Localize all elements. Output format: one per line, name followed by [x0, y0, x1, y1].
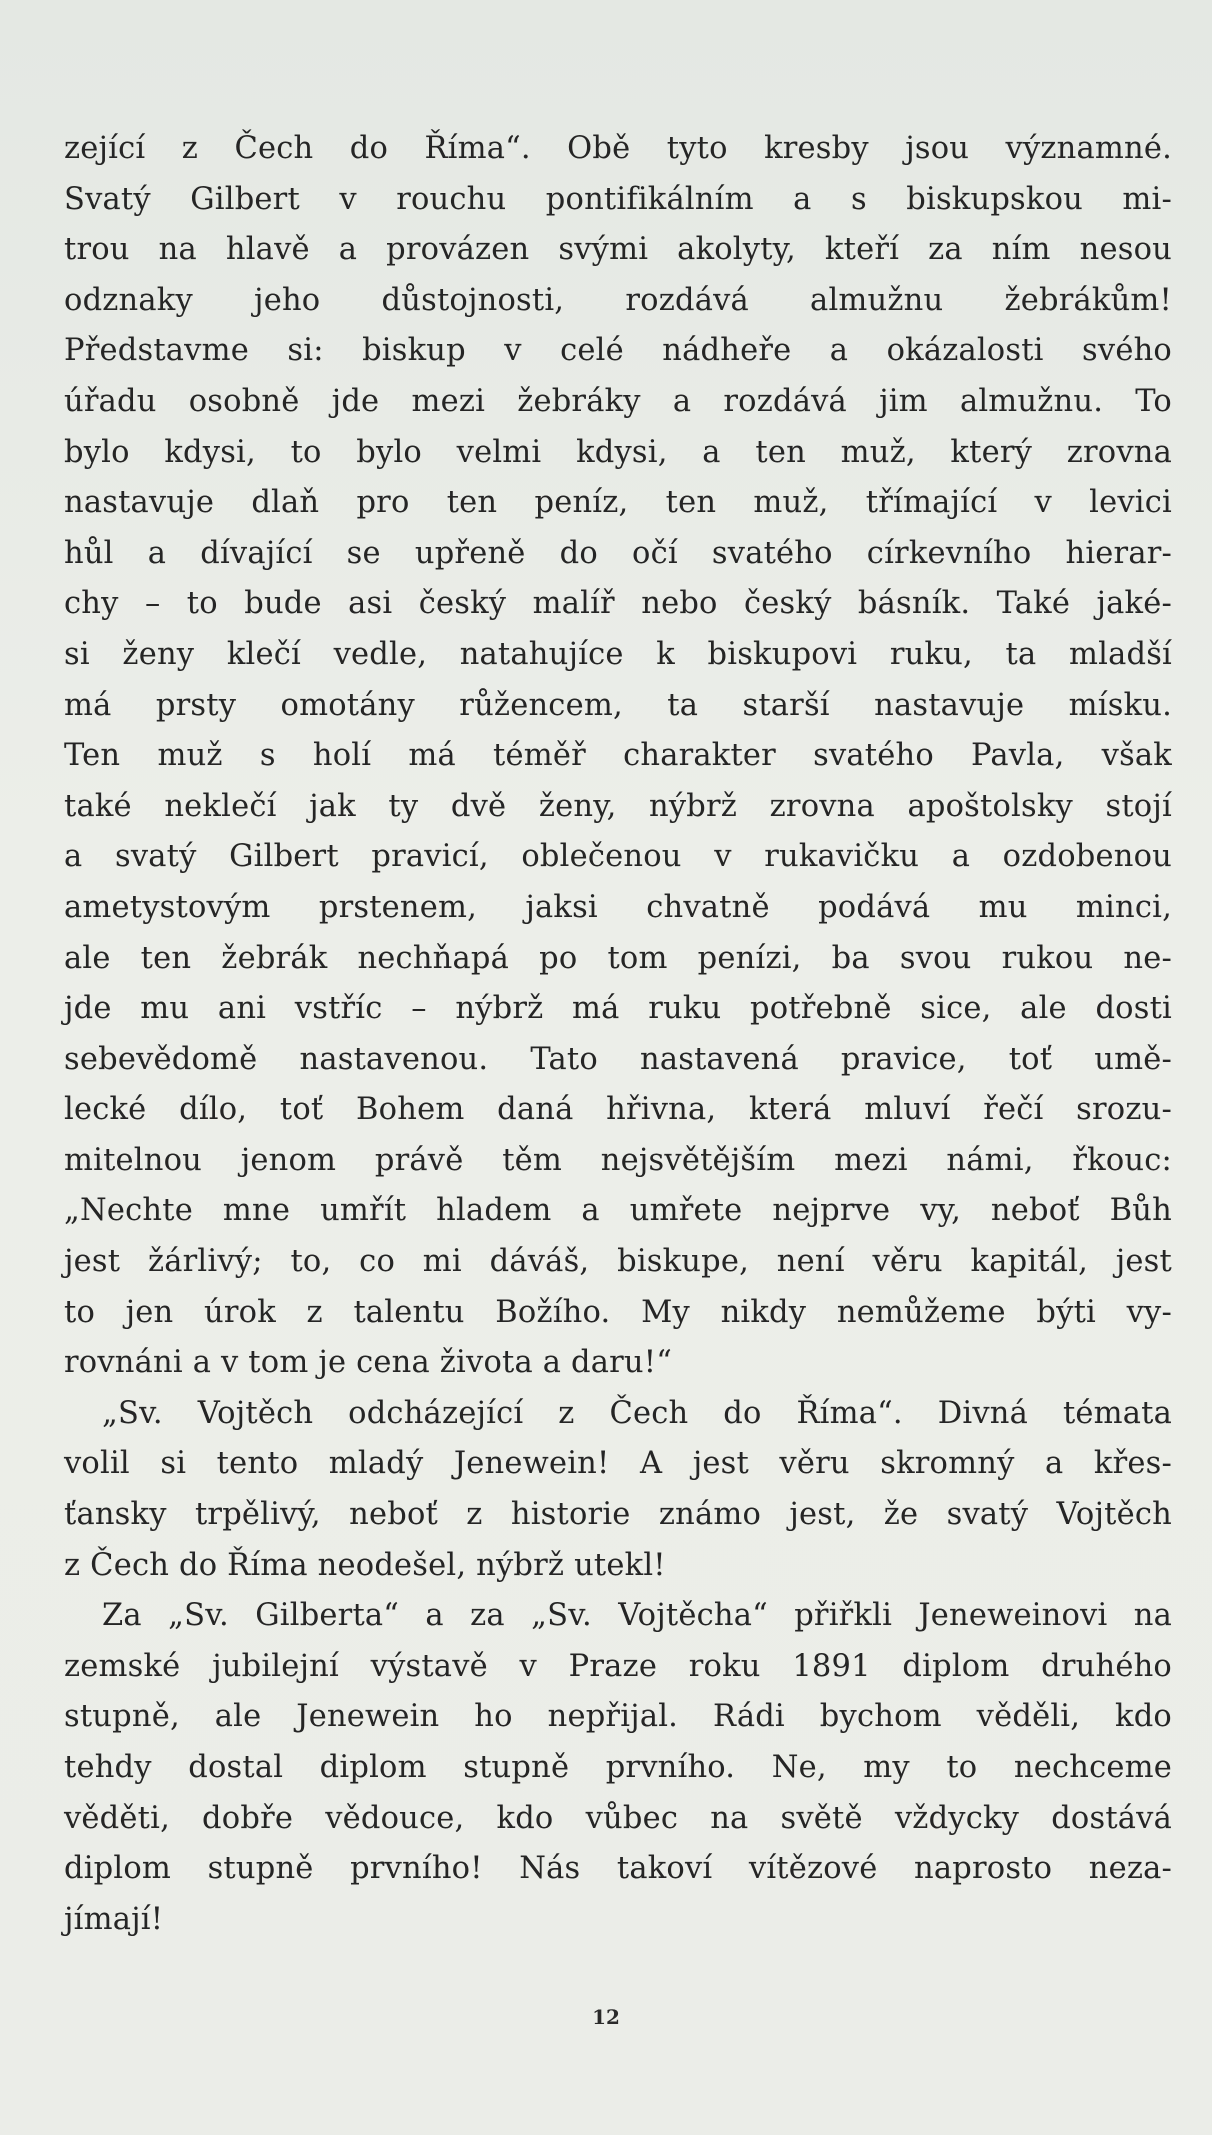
text-line: Představme si: biskup v celé nádheře a okázalosti svého — [64, 333, 1172, 369]
text-line: stupně, ale Jenewein ho nepřijal. Rádi bychom věděli, kdo — [64, 1699, 1172, 1735]
text-line: chy – to bude asi český malíř nebo český básník. Také jaké- — [64, 586, 1172, 622]
text-line: hůl a dívající se upřeně do očí svatého církevního hierar- — [64, 535, 1172, 571]
text-line: rovnáni a v tom je cena života a daru!“ — [64, 1345, 673, 1381]
text-line: má prsty omotány růžencem, ta starší nastavuje mísku. — [64, 687, 1172, 723]
body-text — [64, 124, 1172, 1945]
text-line: nastavuje dlaň pro ten peníz, ten muž, třímající v levici — [64, 485, 1172, 521]
text-line: zemské jubilejní výstavě v Praze roku 1891 diplom druhého — [64, 1648, 1172, 1684]
text-line: mitelnou jenom právě těm nejsvětějším mezi námi, řkouc: — [64, 1142, 1172, 1178]
text-line: jest žárlivý; to, co mi dáváš, biskupe, není věru kapitál, jest — [64, 1244, 1172, 1280]
text-line: „Nechte mne umřít hladem a umřete nejprve vy, neboť Bůh — [64, 1193, 1172, 1229]
text-line: věděti, dobře vědouce, kdo vůbec na světě vždycky dostává — [64, 1800, 1172, 1836]
text-line: zející z Čech do Říma“. Obě tyto kresby jsou významné. — [64, 131, 1172, 166]
text-line: úřadu osobně jde mezi žebráky a rozdává jim almužnu. To — [64, 383, 1172, 419]
text-line: tehdy dostal diplom stupně prvního. Ne, my to nechceme — [64, 1750, 1172, 1785]
text-line: „Sv. Vojtěch odcházející z Čech do Říma“. Divná témata — [102, 1395, 1172, 1431]
text-line: také neklečí jak ty dvě ženy, nýbrž zrovna apoštolsky stojí — [64, 788, 1172, 824]
text-line: z Čech do Říma neodešel, nýbrž utekl! — [64, 1547, 666, 1583]
text-line: ale ten žebrák nechňapá po tom penízi, ba svou rukou ne- — [64, 940, 1172, 976]
text-line: ametystovým prstenem, jaksi chvatně podává mu minci, — [64, 889, 1172, 925]
text-line: volil si tento mladý Jenewein! A jest věru skromný a křes- — [64, 1446, 1172, 1482]
text-line: jde mu ani vstříc – nýbrž má ruku potřebně sice, ale dosti — [64, 991, 1172, 1027]
text-line: odznaky jeho důstojnosti, rozdává almužnu žebrákům! — [64, 282, 1172, 318]
text-line: sebevědomě nastavenou. Tato nastavená pravice, toť umě- — [64, 1041, 1172, 1077]
text-line: si ženy klečí vedle, natahujíce k biskupovi ruku, ta mladší — [64, 636, 1172, 672]
text-line: Ten muž s holí má téměř charakter svatého Pavla, však — [64, 738, 1172, 774]
text-line: jímají! — [64, 1901, 164, 1937]
text-line: to jen úrok z talentu Božího. My nikdy nemůžeme býti vy- — [64, 1294, 1172, 1330]
text-line: Za „Sv. Gilberta“ a za „Sv. Vojtěcha“ přiřkli Jeneweinovi na — [102, 1598, 1172, 1634]
text-line: diplom stupně prvního! Nás takoví vítězové naprosto neza- — [64, 1851, 1172, 1887]
text-line: a svatý Gilbert pravicí, oblečenou v rukavičku a ozdobenou — [64, 839, 1172, 875]
text-line: Svatý Gilbert v rouchu pontifikálním a s biskupskou mi- — [64, 181, 1172, 217]
text-line: lecké dílo, toť Bohem daná hřivna, která mluví řečí srozu- — [64, 1092, 1172, 1128]
text-line: ťansky trpělivý, neboť z historie známo jest, že svatý Vojtěch — [64, 1497, 1172, 1533]
text-line: bylo kdysi, to bylo velmi kdysi, a ten muž, který zrovna — [64, 434, 1172, 470]
page-number: 12 — [592, 2005, 620, 2029]
text-line: trou na hlavě a provázen svými akolyty, kteří za ním nesou — [64, 232, 1172, 268]
